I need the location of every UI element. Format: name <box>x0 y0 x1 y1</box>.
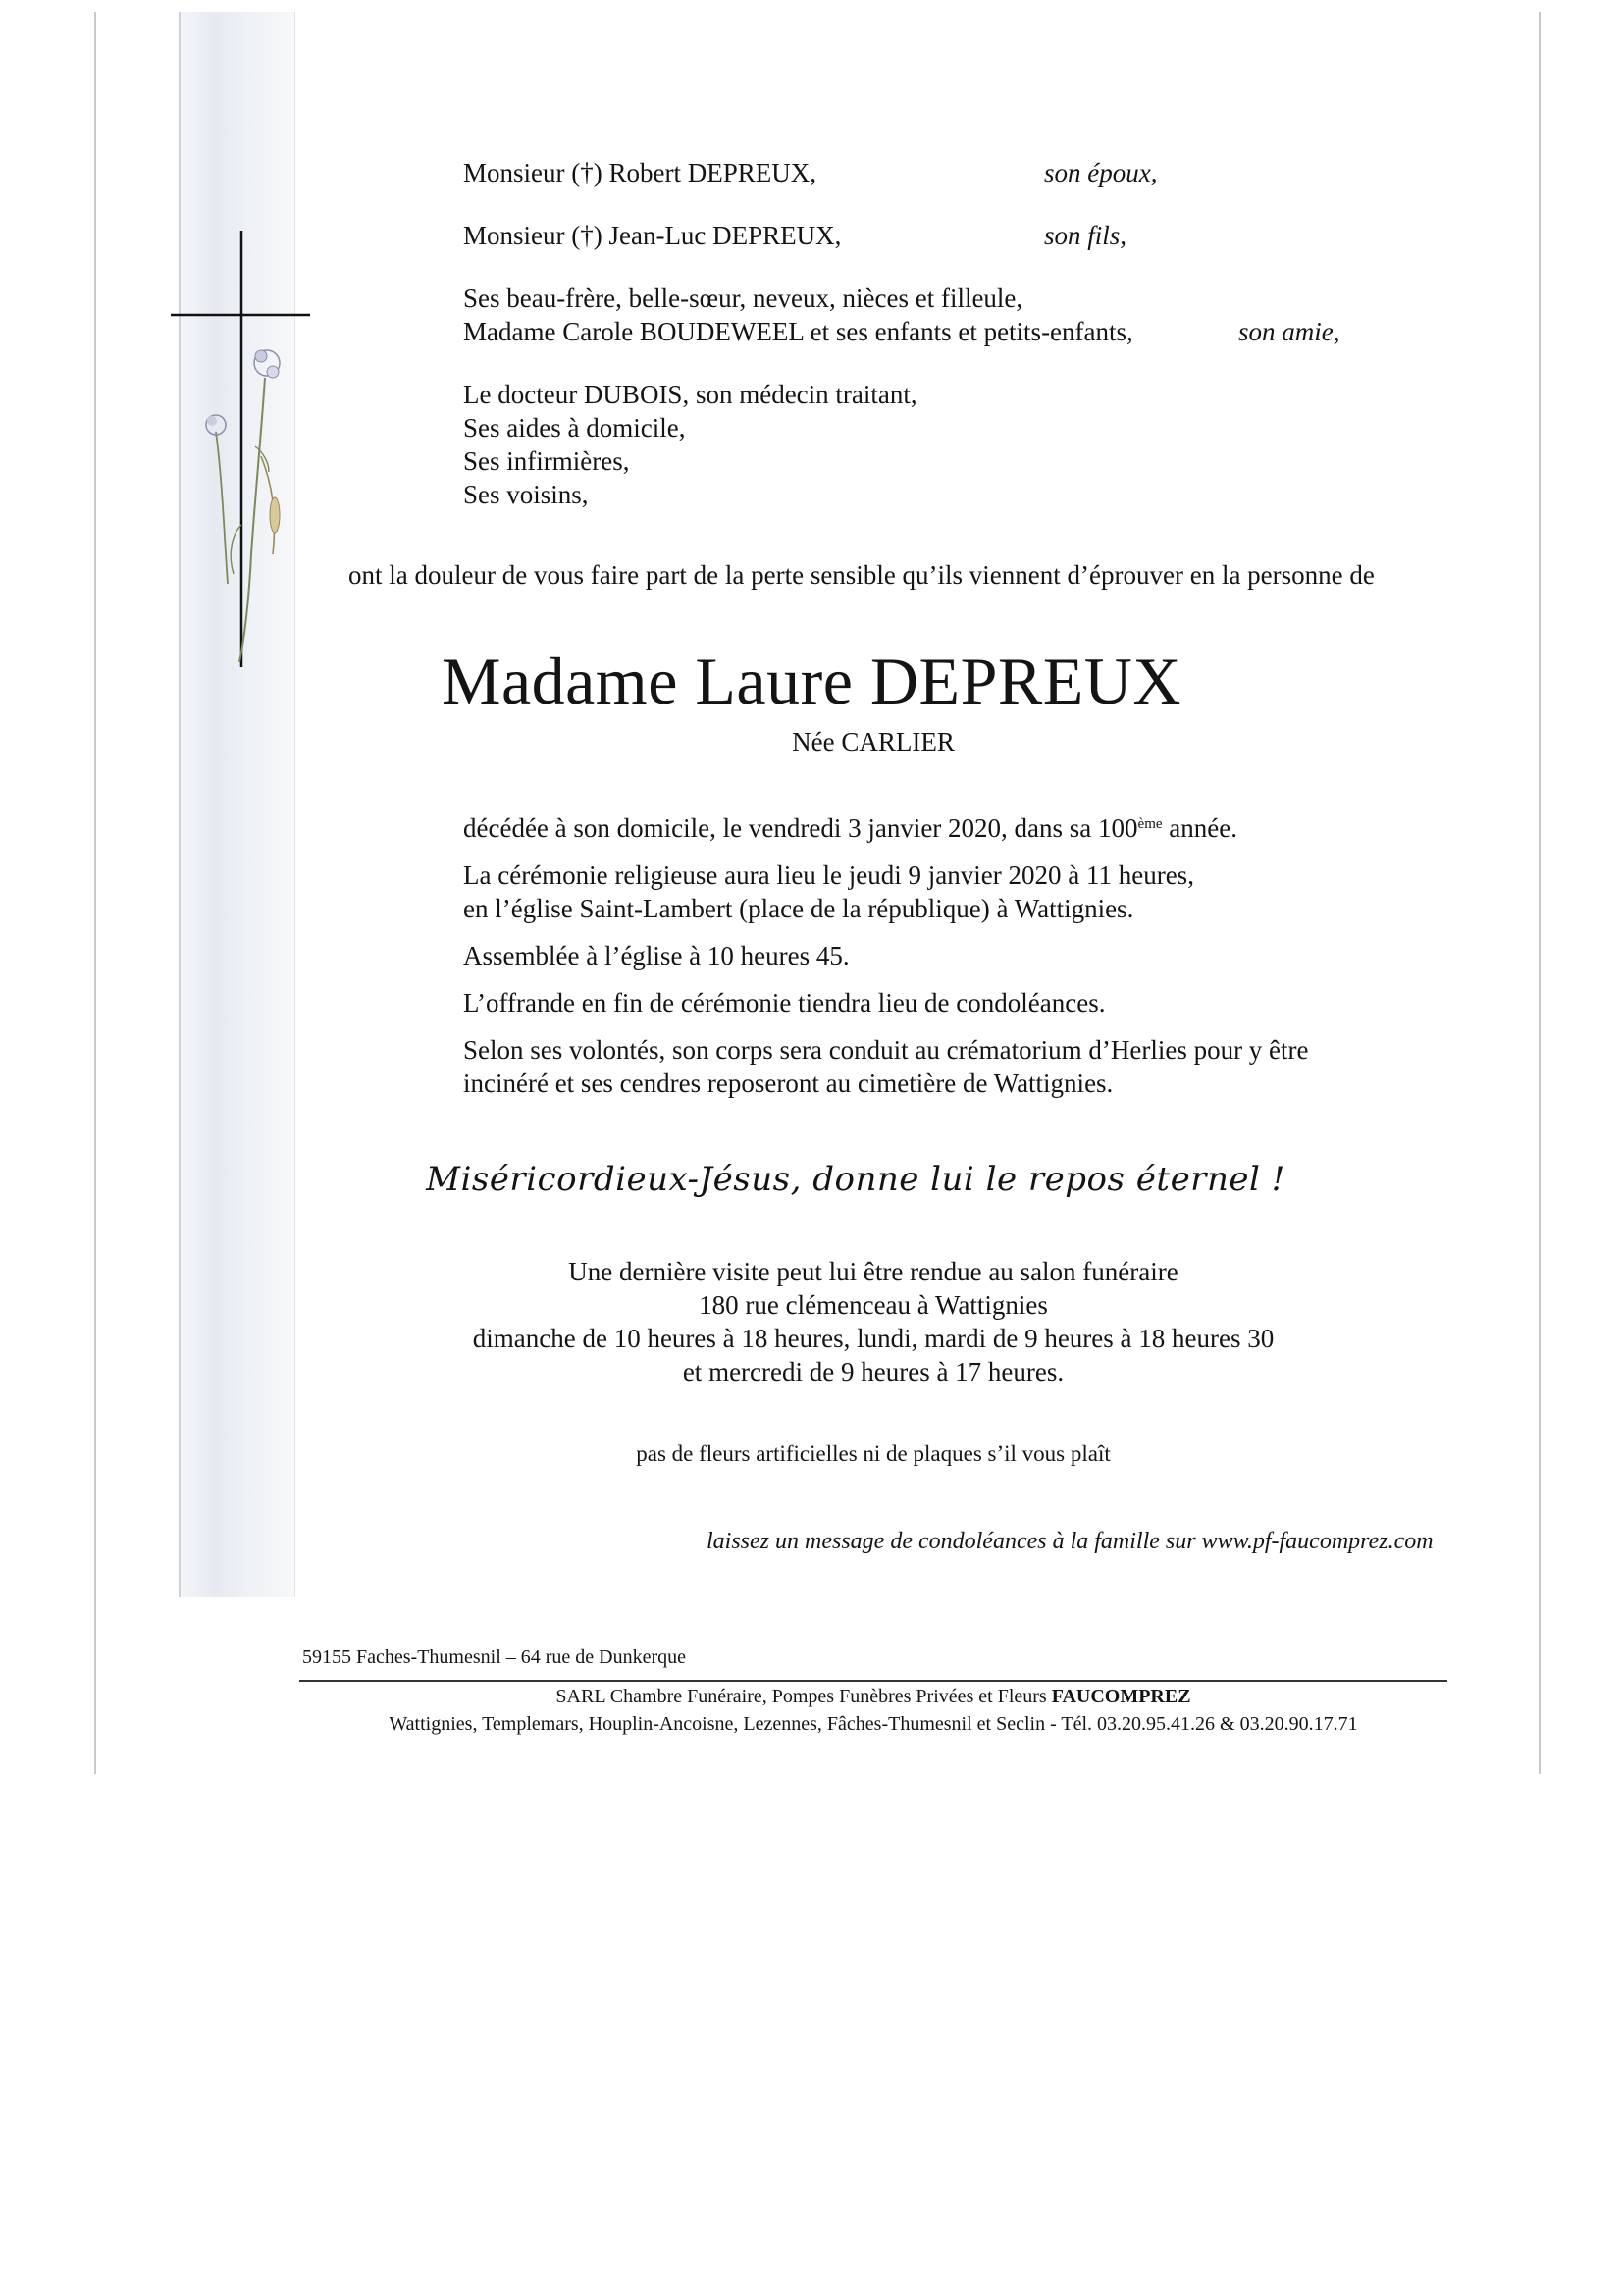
footer-divider <box>299 1680 1447 1682</box>
visit-line-1: Une dernière visite peut lui être rendue au salon funéraire <box>568 1257 1178 1286</box>
assembly-time: Assemblée à l’église à 10 heures 45. <box>463 941 850 970</box>
family-line-4-name: Madame Carole BOUDEWEEL et ses enfants et petits-enfants, <box>463 317 1133 346</box>
offering-note: L’offrande en fin de cérémonie tiendra lieu de condoléances. <box>463 988 1106 1018</box>
ceremony-line-1: La cérémonie religieuse aura lieu le jeudi 9 janvier 2020 à 11 heures, <box>463 861 1194 890</box>
footer-company-name: FAUCOMPREZ <box>1051 1686 1191 1707</box>
family-line-6: Ses aides à domicile, <box>463 413 686 443</box>
death-text: décédée à son domicile, le vendredi 3 janvier 2020, dans sa 100 <box>463 813 1138 843</box>
family-line-5: Le docteur DUBOIS, son médecin traitant, <box>463 380 917 409</box>
deceased-maiden-name: Née CARLIER <box>792 727 955 757</box>
visit-line-2: 180 rue clémenceau à Wattignies <box>699 1290 1048 1320</box>
deceased-name: Madame Laure DEPREUX <box>441 644 1181 718</box>
footer-company-prefix: SARL Chambre Funéraire, Pompes Funèbres Privées et Fleurs <box>555 1686 1052 1707</box>
family-line-4-relation: son amie, <box>1238 317 1340 346</box>
family-line-7: Ses infirmières, <box>463 446 630 476</box>
cross-flower-icon <box>167 231 314 682</box>
page-left-border <box>94 12 96 1774</box>
visit-line-4: et mercredi de 9 heures à 17 heures. <box>682 1357 1065 1386</box>
prayer-line: Miséricordieux-Jésus, donne lui le repos éternel ! <box>426 1160 1285 1199</box>
wishes-line-1: Selon ses volontés, son corps sera conduit au crématorium d’Herlies pour y être <box>463 1035 1309 1065</box>
death-ordinal: ème <box>1137 816 1163 832</box>
family-line-8: Ses voisins, <box>463 480 589 509</box>
family-line-1-relation: son époux, <box>1044 158 1158 187</box>
footer-towns-phone: Wattignies, Templemars, Houplin-Ancoisne, Lezennes, Fâches-Thumesnil et Seclin - Tél. 03.20.95.41.26 & 03.20.90.17.71 <box>389 1713 1358 1735</box>
ceremony-line-2: en l’église Saint-Lambert (place de la république) à Wattignies. <box>463 894 1134 923</box>
condolence-message: laissez un message de condoléances à la famille sur www.pf-faucomprez.com <box>707 1529 1434 1554</box>
announcement-intro: ont la douleur de vous faire part de la perte sensible qu’ils viennent d’éprouver en la personne de <box>348 560 1375 590</box>
family-line-1-name: Monsieur (†) Robert DEPREUX, <box>463 158 816 187</box>
family-line-2-relation: son fils, <box>1044 221 1127 250</box>
family-line-3: Ses beau-frère, belle-sœur, neveux, nièces et filleule, <box>463 284 1023 313</box>
wishes-line-2: incinéré et ses cendres reposeront au cimetière de Wattignies. <box>463 1069 1114 1098</box>
flowers-note: pas de fleurs artificielles ni de plaques s’il vous plaît <box>636 1441 1111 1466</box>
footer-company <box>0 1684 1623 1709</box>
page-right-border <box>1539 12 1541 1774</box>
death-notice <box>463 812 1237 844</box>
visit-line-3: dimanche de 10 heures à 18 heures, lundi, mardi de 9 heures à 18 heures 30 <box>472 1324 1275 1353</box>
death-text-end: année. <box>1162 813 1237 843</box>
footer-address: 59155 Faches-Thumesnil – 64 rue de Dunkerque <box>302 1646 687 1668</box>
family-line-2-name: Monsieur (†) Jean-Luc DEPREUX, <box>463 221 842 250</box>
